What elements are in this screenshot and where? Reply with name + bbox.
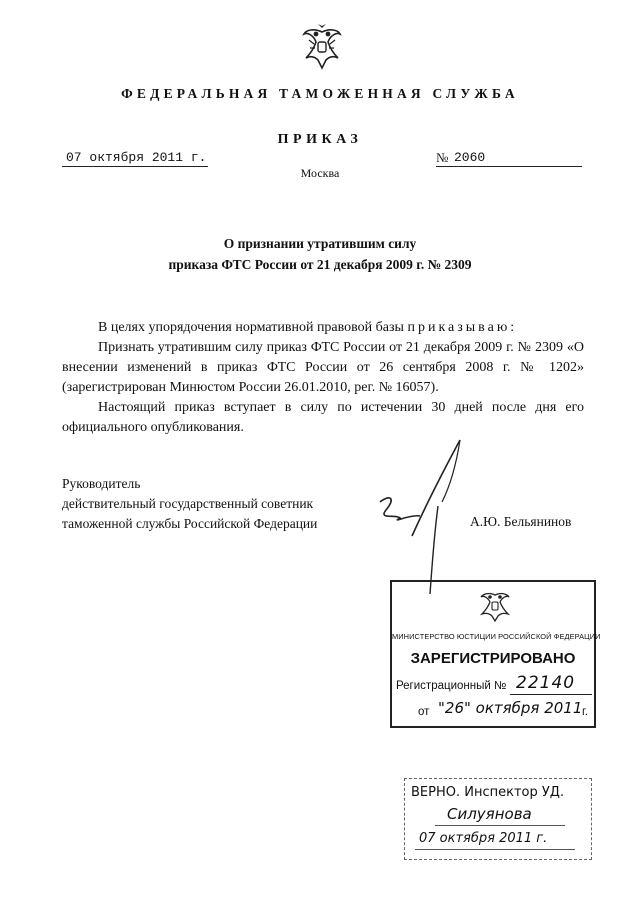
order-verb: приказываю: bbox=[407, 320, 518, 335]
registration-number-underline bbox=[510, 694, 592, 695]
russian-eagle-emblem-icon bbox=[478, 588, 512, 622]
registration-number: 22140 bbox=[516, 673, 576, 693]
city: Москва bbox=[300, 166, 340, 180]
handwritten-signature bbox=[350, 436, 480, 596]
verification-date-underline bbox=[415, 849, 575, 850]
order-date: 07 октября 2011 г. bbox=[66, 150, 207, 165]
intro-text: В целях упорядочения нормативной правовой базы bbox=[98, 320, 404, 335]
verification-date: 07 октября 2011 г. bbox=[419, 831, 548, 846]
inspector-signature-underline bbox=[435, 825, 565, 826]
signer-position-line-2: действительный государственный советник bbox=[62, 496, 314, 511]
order-number: 2060 bbox=[454, 150, 486, 165]
inspector-signature: Силуянова bbox=[447, 805, 532, 823]
paragraph-1: Признать утратившим силу приказ ФТС России от 21 декабря 2009 г. № 2309 «О внесении изменений в приказ ФТС России от 26 сентября 2008 г. № 1202» (зарегистрирован Минюстом России 26.01.2010, рег. № 16057). bbox=[62, 340, 584, 395]
registration-date-label: от bbox=[418, 706, 430, 718]
order-title bbox=[0, 233, 640, 275]
signer-name: А.Ю. Бельянинов bbox=[470, 514, 572, 529]
number-sign: № bbox=[436, 150, 449, 165]
registration-date: "26" октября 2011 bbox=[438, 699, 583, 717]
registration-status: ЗАРЕГИСТРИРОВАНО bbox=[410, 650, 576, 667]
russian-eagle-emblem-icon bbox=[300, 22, 344, 70]
order-body bbox=[62, 318, 584, 438]
signer-position-line-3: таможенной службы Российской Федерации bbox=[62, 516, 318, 531]
registration-number-label: Регистрационный № bbox=[396, 680, 507, 692]
registration-stamp bbox=[390, 580, 601, 728]
title-line-1: О признании утратившим силу bbox=[223, 236, 417, 251]
document-type: ПРИКАЗ bbox=[277, 132, 363, 147]
registration-year-suffix: г. bbox=[582, 706, 588, 718]
agency-name: ФЕДЕРАЛЬНАЯ ТАМОЖЕННАЯ СЛУЖБА bbox=[121, 86, 519, 101]
verification-text: ВЕРНО. Инспектор УД. bbox=[411, 785, 565, 800]
paragraph-2: Настоящий приказ вступает в силу по истечении 30 дней после дня его официального опубликования. bbox=[62, 400, 584, 435]
registering-ministry: МИНИСТЕРСТВО ЮСТИЦИИ РОССИЙСКОЙ ФЕДЕРАЦИИ bbox=[392, 632, 601, 641]
verification-stamp bbox=[404, 778, 592, 860]
intro-paragraph bbox=[62, 318, 584, 338]
signer-position bbox=[62, 474, 317, 534]
signer-position-line-1: Руководитель bbox=[62, 476, 141, 491]
title-line-2: приказа ФТС России от 21 декабря 2009 г. № 2309 bbox=[168, 257, 472, 272]
